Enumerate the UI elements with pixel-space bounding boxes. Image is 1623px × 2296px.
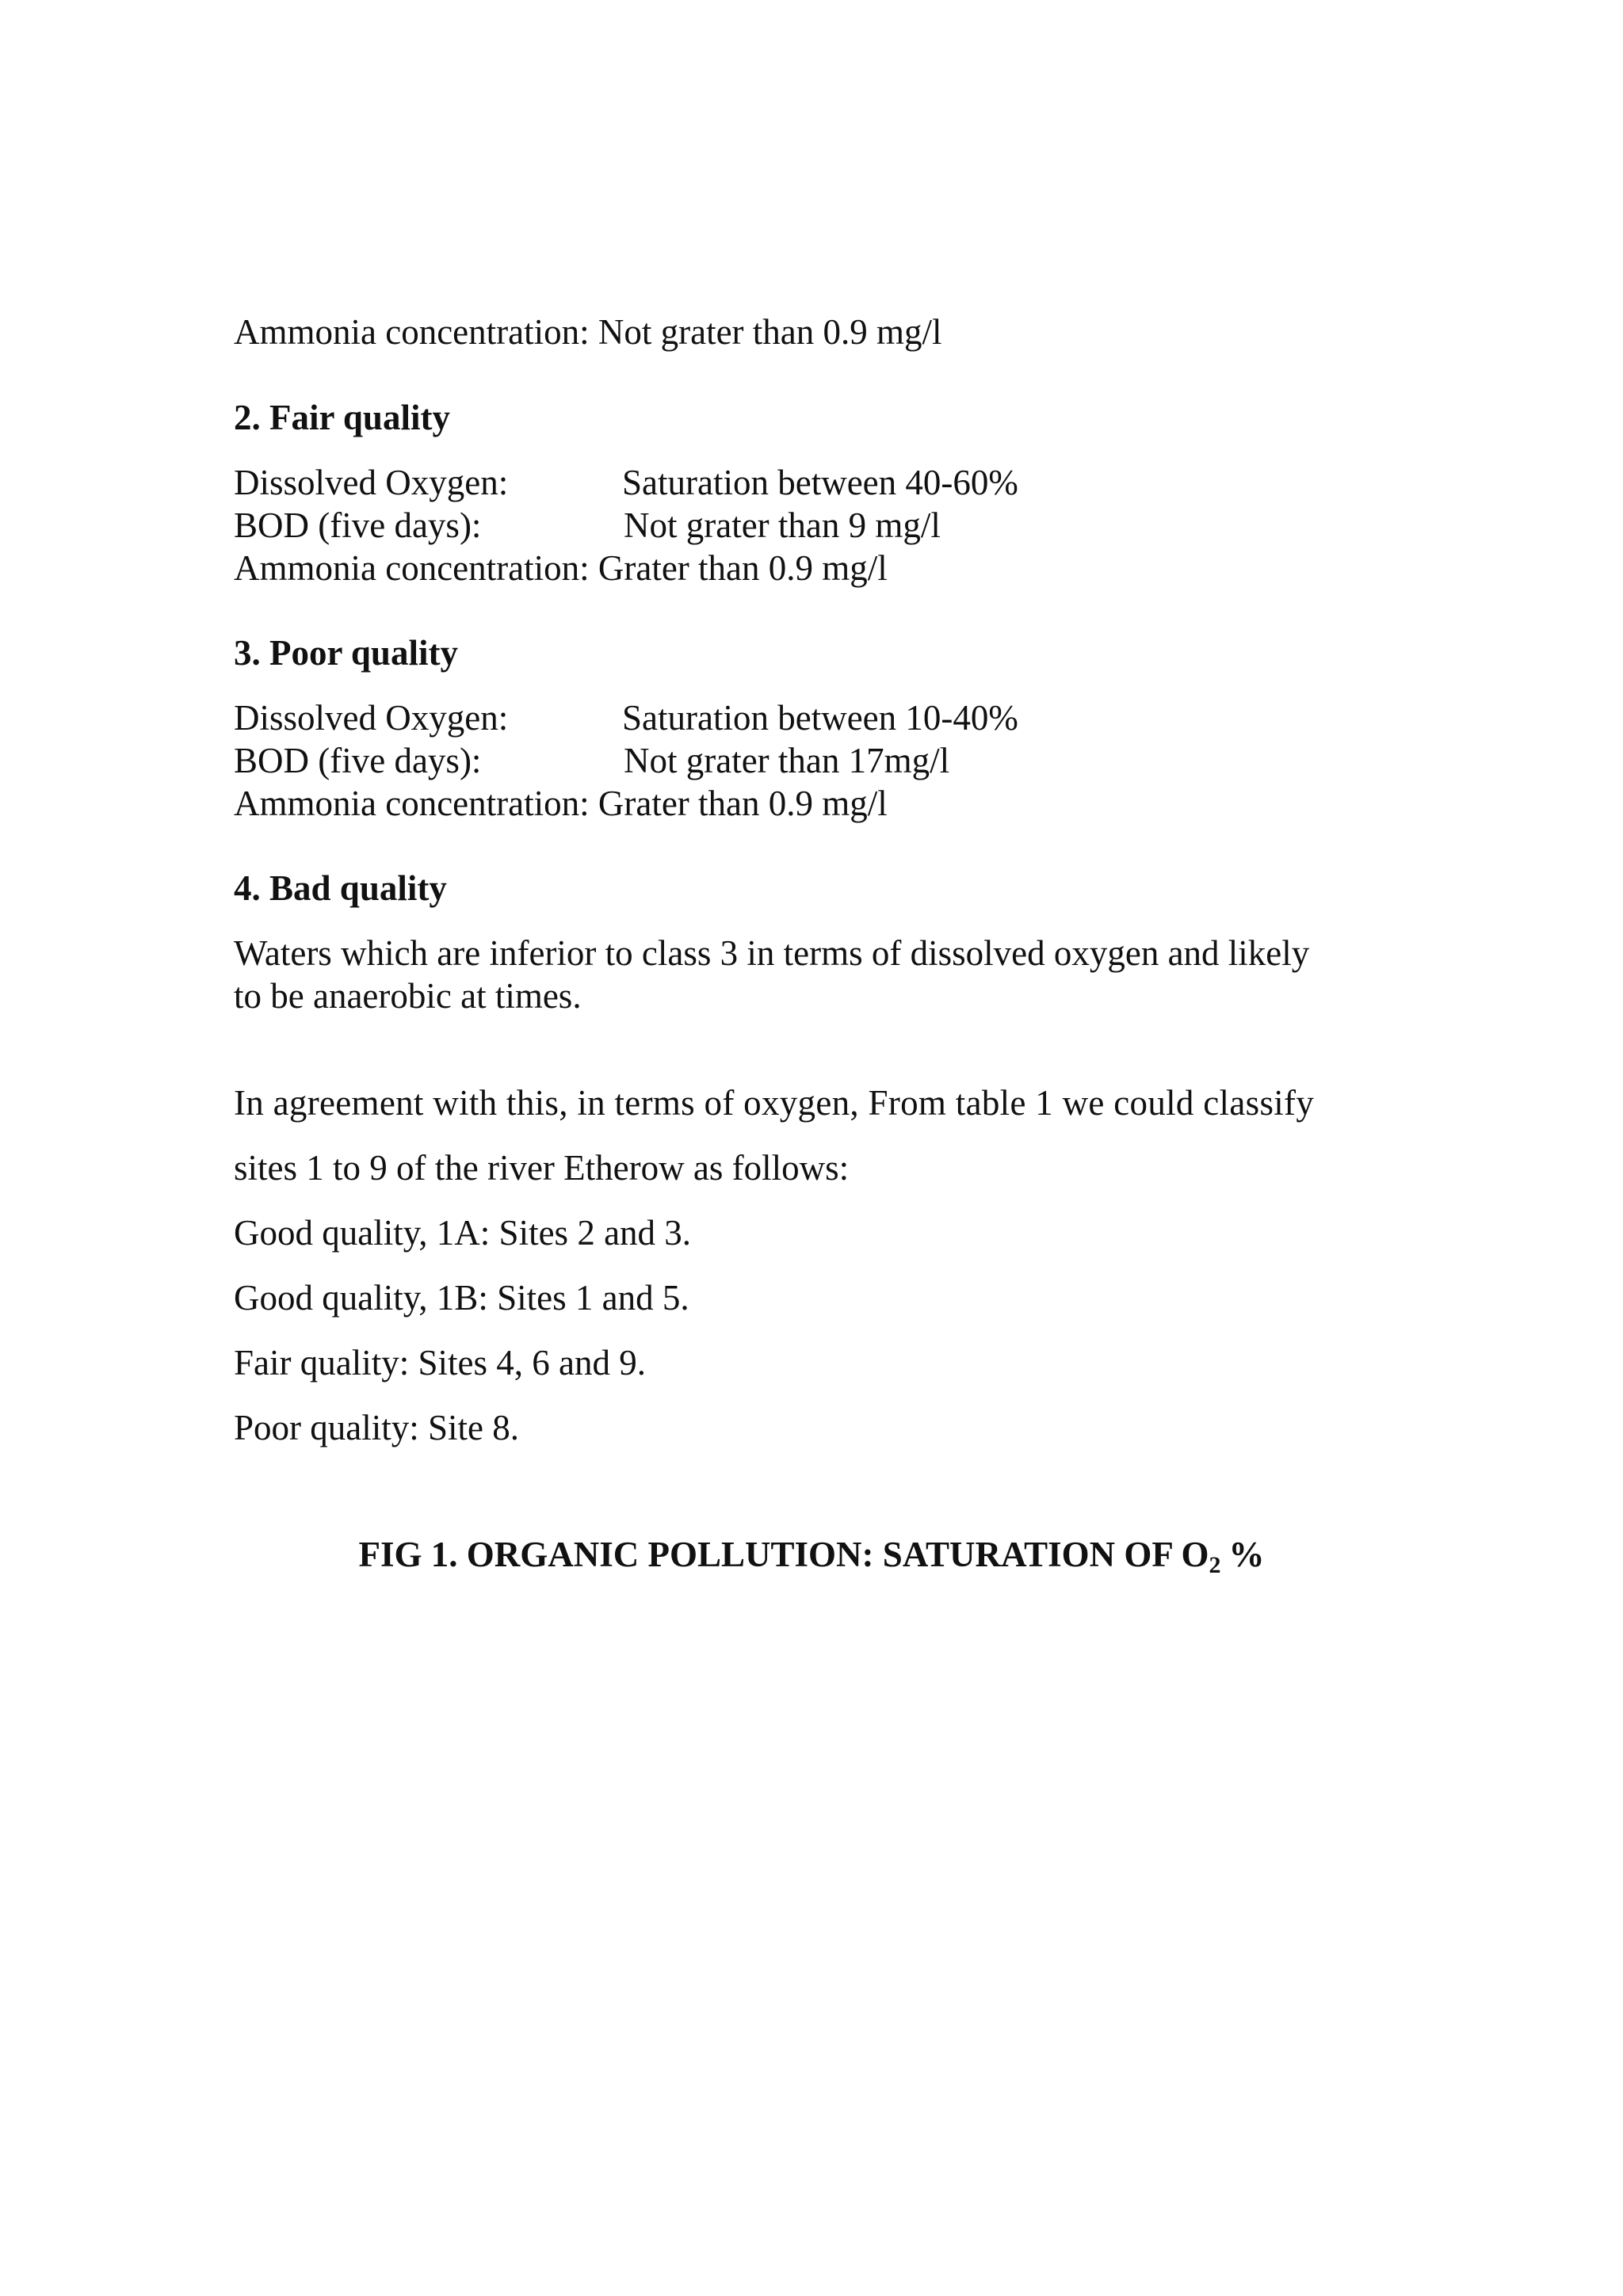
poor-ammonia-line: Ammonia concentration: Grater than 0.9 mg/l <box>234 784 888 823</box>
figure-title-subscript: 2 <box>1209 1552 1221 1578</box>
poor-do-row <box>234 696 1018 739</box>
bad-quality-paragraph <box>234 932 1399 974</box>
fair-do-row <box>234 461 1018 504</box>
figure-title-main: FIG 1. ORGANIC POLLUTION: SATURATION OF O <box>358 1535 1209 1574</box>
fair-bod-label: BOD (five days): <box>234 505 482 545</box>
classification-item: Good quality, 1B: Sites 1 and 5. <box>234 1278 689 1318</box>
poor-do-value: Saturation between 10-40% <box>622 698 1018 738</box>
fair-do-value: Saturation between 40-60% <box>622 463 1018 502</box>
fair-bod-value: Not grater than 9 mg/l <box>624 505 941 545</box>
figure-title-end: % <box>1228 1535 1265 1574</box>
fair-bod-row <box>234 504 941 547</box>
classification-item: Good quality, 1A: Sites 2 and 3. <box>234 1213 692 1253</box>
classification-intro-line1: In agreement with this, in terms of oxygen, From table 1 we could classify <box>234 1083 1315 1123</box>
classification-item: Poor quality: Site 8. <box>234 1408 519 1447</box>
bad-text-line2: to be anaerobic at times. <box>234 976 582 1016</box>
poor-bod-row <box>234 739 950 782</box>
fair-ammonia-line: Ammonia concentration: Grater than 0.9 mg/l <box>234 548 888 588</box>
good-ammonia-line: Ammonia concentration: Not grater than 0.9 mg/l <box>234 312 942 352</box>
fair-quality-heading: 2. Fair quality <box>234 398 450 437</box>
figure-title <box>0 1533 1623 1587</box>
poor-do-label: Dissolved Oxygen: <box>234 698 509 738</box>
poor-quality-heading: 3. Poor quality <box>234 633 458 673</box>
bad-quality-heading: 4. Bad quality <box>234 868 447 908</box>
fair-do-label: Dissolved Oxygen: <box>234 463 509 502</box>
classification-item: Fair quality: Sites 4, 6 and 9. <box>234 1343 646 1383</box>
bad-text-line1: Waters which are inferior to class 3 in terms of dissolved oxygen and likely <box>234 933 1310 973</box>
classification-intro-line2: sites 1 to 9 of the river Etherow as follows: <box>234 1148 850 1188</box>
poor-bod-value: Not grater than 17mg/l <box>624 741 950 780</box>
poor-bod-label: BOD (five days): <box>234 741 482 780</box>
